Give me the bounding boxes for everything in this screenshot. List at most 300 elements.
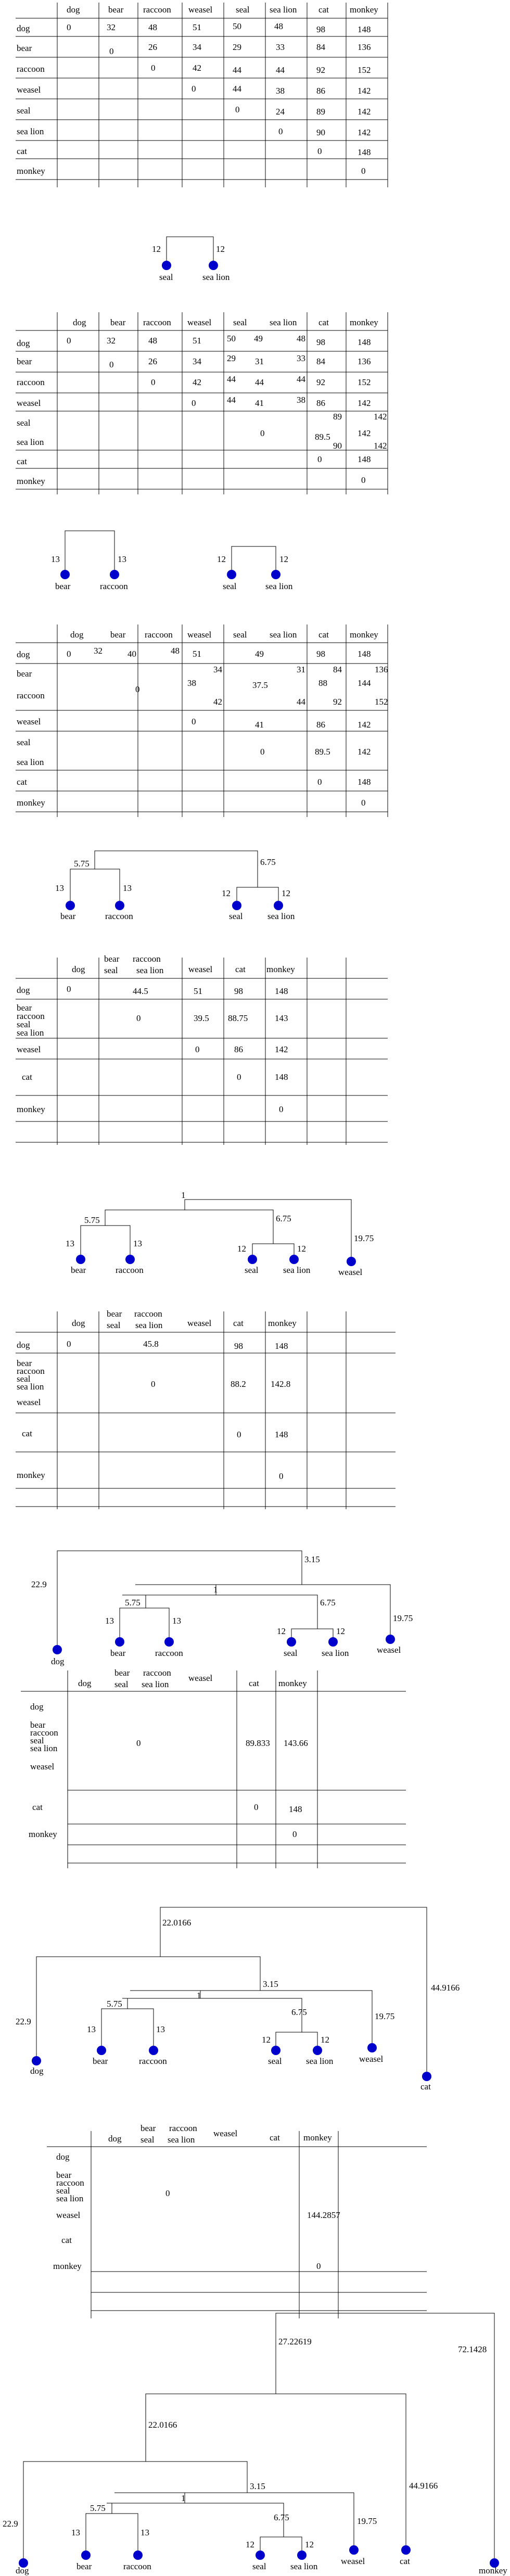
join-height: 27.22619 [278, 2337, 312, 2347]
grid-lines [16, 3, 427, 2318]
leaf-node [297, 2551, 307, 2560]
join-height: 6.75 [291, 2007, 307, 2017]
leaf-node [66, 901, 75, 910]
col-header: sea lion [142, 1679, 169, 1689]
matrix-cell: 148 [275, 1341, 288, 1351]
matrix-cell: 89.833 [246, 1738, 270, 1748]
branch-length: 13 [118, 554, 126, 564]
row-header: monkey [29, 1829, 57, 1839]
col-header: seal [114, 1679, 129, 1689]
join-height: 22.0166 [148, 2420, 177, 2430]
matrix-cell: 0 [361, 475, 366, 485]
matrix-cell: 50 [233, 21, 241, 31]
matrix-cell: 0 [260, 747, 265, 757]
matrix-cell: 33 [276, 42, 285, 52]
branch-length: 12 [262, 2035, 271, 2045]
branch-length: 13 [123, 883, 132, 893]
row-header: cat [17, 777, 27, 787]
branch-length: 12 [237, 1244, 246, 1254]
leaf-node [209, 261, 218, 270]
col-header: monkey [350, 630, 378, 640]
matrix-cell: 38 [297, 395, 305, 405]
leaf-node [149, 2046, 158, 2055]
table-7-distance-matrix [53, 2123, 340, 2271]
branch-length: 13 [51, 554, 60, 564]
leaf-node [227, 570, 236, 579]
col-header: bear [141, 2123, 156, 2133]
col-header: raccoon [143, 1668, 171, 1678]
leaf-node [248, 1255, 257, 1264]
matrix-cell: 0 [279, 1471, 284, 1481]
col-header: seal [233, 630, 247, 640]
leaf-node [287, 1637, 296, 1647]
leaf-node [164, 1637, 174, 1647]
col-header: seal [104, 965, 118, 975]
col-header: cat [318, 630, 329, 640]
leaf-node [422, 2072, 431, 2081]
row-header: sea lion [17, 1028, 44, 1038]
leaf-label: bear [110, 1648, 126, 1658]
col-header: monkey [266, 964, 295, 974]
leaf-label: dog [30, 2066, 44, 2076]
matrix-cell: 45.8 [143, 1339, 159, 1349]
matrix-cell: 142 [358, 747, 371, 757]
col-header: seal [107, 1320, 121, 1330]
branch-length: 13 [105, 1616, 114, 1626]
matrix-cell: 42 [193, 377, 201, 387]
matrix-cell: 148 [358, 337, 371, 347]
leaf-label: sea lion [283, 1265, 311, 1275]
matrix-cell: 144 [358, 678, 371, 688]
row-header: monkey [17, 166, 45, 176]
branch-length: 22.9 [16, 2017, 31, 2026]
join-height: 1 [181, 1190, 186, 1200]
matrix-cell: 148 [289, 1804, 302, 1814]
branch-length: 12 [297, 1244, 306, 1254]
row-header: weasel [30, 1762, 55, 1771]
branch-length: 13 [71, 2528, 80, 2537]
matrix-cell: 0 [279, 1104, 284, 1114]
matrix-cell: 40 [128, 649, 136, 659]
matrix-cell: 34 [213, 665, 222, 674]
branch-length: 12 [282, 888, 290, 898]
leaf-label: seal [229, 911, 243, 921]
matrix-cell: 148 [275, 1430, 288, 1439]
join-height: 5.75 [125, 1598, 141, 1608]
branch-length: 19.75 [354, 1233, 374, 1243]
matrix-cell: 143 [275, 1013, 288, 1023]
matrix-cell: 98 [316, 337, 325, 347]
matrix-cell: 144.2857 [307, 2210, 340, 2220]
branch-length: 12 [216, 244, 225, 254]
leaf-node [76, 1255, 85, 1264]
join-height: 5.75 [107, 1999, 122, 2009]
leaf-node [274, 901, 283, 910]
table-2-distance-matrix [17, 317, 387, 486]
matrix-cell: 0 [361, 166, 366, 176]
matrix-cell: 44 [233, 84, 241, 94]
row-header: dog [17, 985, 30, 995]
tree-7 [3, 2313, 507, 2575]
col-header: cat [270, 2133, 280, 2143]
matrix-cell: 29 [227, 353, 236, 363]
leaf-label: bear [71, 1265, 86, 1275]
branch-length: 22.9 [31, 1579, 47, 1589]
leaf-label: raccoon [123, 2561, 151, 2571]
branch-length: 19.75 [393, 1613, 413, 1623]
col-header: monkey [350, 317, 378, 327]
matrix-cell: 92 [333, 697, 342, 707]
leaf-label: raccoon [100, 581, 128, 591]
matrix-cell: 0 [361, 798, 366, 808]
col-header: sea lion [270, 317, 297, 327]
leaf-node [60, 570, 70, 579]
row-header: bear [17, 669, 32, 679]
matrix-cell: 0 [316, 2261, 321, 2271]
join-height: 5.75 [84, 1215, 100, 1225]
branch-length: 12 [305, 2540, 314, 2549]
matrix-cell: 86 [316, 720, 325, 730]
col-header: weasel [213, 2128, 238, 2138]
row-header: seal [17, 418, 31, 428]
join-height: 1 [197, 1991, 201, 2000]
matrix-cell: 92 [316, 377, 325, 387]
matrix-cell: 41 [255, 720, 264, 730]
col-header: weasel [187, 630, 212, 640]
matrix-cell: 148 [358, 454, 371, 464]
leaf-label: sea lion [202, 272, 230, 282]
leaf-node [328, 1637, 338, 1647]
row-header: weasel [17, 1044, 41, 1054]
row-header: bear [17, 356, 32, 366]
leaf-label: bear [93, 2056, 108, 2066]
branch-length: 19.75 [357, 2516, 377, 2526]
col-header: monkey [278, 1678, 307, 1688]
row-header: seal [17, 1374, 31, 1384]
row-header: seal [17, 106, 31, 116]
row-header: cat [32, 1802, 43, 1812]
row-header: dog [17, 1340, 30, 1350]
join-height: 5.75 [74, 859, 90, 869]
row-header: cat [22, 1072, 32, 1082]
col-header: raccoon [169, 2123, 197, 2133]
leaf-label: sea lion [265, 581, 293, 591]
matrix-cell: 0 [109, 360, 114, 369]
matrix-cell: 142 [358, 86, 371, 96]
matrix-cell: 0 [292, 1829, 297, 1839]
row-header: raccoon [17, 1366, 45, 1376]
row-header: monkey [17, 1104, 45, 1114]
join-height: 1 [181, 2493, 186, 2503]
matrix-cell: 0 [135, 684, 140, 694]
col-header: dog [72, 1318, 85, 1328]
row-header: cat [22, 1429, 32, 1438]
branch-length: 12 [277, 1626, 286, 1636]
leaf-node [349, 2545, 359, 2555]
row-header: sea lion [17, 437, 44, 447]
matrix-cell: 31 [297, 665, 305, 674]
matrix-cell: 143.66 [284, 1738, 308, 1748]
col-header: raccoon [134, 1309, 162, 1319]
matrix-cell: 0 [254, 1802, 259, 1812]
row-header: seal [17, 737, 31, 747]
leaf-node [133, 2551, 143, 2560]
row-header: dog [17, 649, 30, 659]
col-header: raccoon [145, 630, 173, 640]
col-header: cat [318, 5, 329, 15]
leaf-label: dog [16, 2566, 29, 2575]
leaf-node [81, 2551, 91, 2560]
branch-length: 13 [133, 1239, 142, 1248]
matrix-cell: 0 [278, 126, 283, 136]
matrix-cell: 41 [255, 398, 264, 408]
row-header: sea lion [17, 757, 44, 767]
tree-1 [152, 237, 230, 282]
branch-length: 13 [156, 2024, 165, 2034]
matrix-cell: 152 [375, 697, 388, 707]
leaf-label: cat [400, 2556, 410, 2566]
matrix-cell: 152 [358, 377, 371, 387]
matrix-cell: 0 [151, 1379, 156, 1389]
col-header: monkey [303, 2133, 332, 2143]
col-header: raccoon [133, 954, 161, 964]
matrix-cell: 0 [109, 46, 114, 56]
matrix-cell: 90 [316, 127, 325, 137]
matrix-cell: 152 [358, 65, 371, 75]
row-header: weasel [17, 398, 41, 408]
branch-length: 13 [172, 1616, 181, 1626]
matrix-cell: 0 [192, 717, 196, 726]
col-header: dog [108, 2134, 122, 2144]
table-4-distance-matrix [17, 954, 295, 1114]
col-header: cat [318, 317, 329, 327]
matrix-cell: 48 [171, 646, 180, 656]
tree-5 [31, 1551, 413, 1666]
matrix-cell: 44 [297, 697, 305, 707]
matrix-cell: 32 [107, 22, 116, 32]
branch-length: 13 [55, 883, 64, 893]
join-height: 22.0166 [162, 1918, 192, 1928]
matrix-cell: 86 [234, 1044, 243, 1054]
col-header: sea lion [270, 5, 297, 15]
leaf-label: raccoon [105, 911, 133, 921]
row-header: sea lion [17, 126, 44, 136]
join-height: 3.15 [263, 1979, 278, 1989]
branch-length: 12 [321, 2035, 329, 2045]
matrix-cell: 51 [194, 986, 202, 996]
join-height: 6.75 [320, 1598, 336, 1608]
matrix-cell: 148 [275, 1072, 288, 1082]
matrix-cell: 44 [255, 377, 264, 387]
col-header: bear [107, 1309, 122, 1319]
leaf-label: bear [76, 2561, 92, 2571]
leaf-label: seal [252, 2561, 266, 2571]
col-header: sea lion [168, 2135, 195, 2145]
matrix-cell: 142 [358, 107, 371, 117]
tree-3 [55, 851, 295, 921]
col-header: bear [114, 1668, 130, 1678]
leaf-label: seal [268, 2056, 282, 2066]
row-header: sea lion [17, 1382, 44, 1392]
leaf-node [232, 901, 241, 910]
leaf-node [162, 261, 171, 270]
matrix-cell: 98 [316, 24, 325, 34]
matrix-cell: 44.5 [133, 986, 148, 996]
matrix-cell: 86 [316, 398, 325, 408]
matrix-cell: 136 [358, 42, 371, 52]
tree-6 [16, 1907, 460, 2092]
col-header: dog [67, 5, 80, 15]
leaf-label: sea lion [306, 2056, 334, 2066]
matrix-cell: 0 [237, 1430, 241, 1439]
col-header: bear [110, 630, 126, 640]
leaf-node [115, 901, 124, 910]
row-header: weasel [17, 717, 41, 726]
col-header: sea lion [270, 630, 297, 640]
matrix-cell: 142 [358, 398, 371, 408]
matrix-cell: 88.2 [231, 1379, 246, 1389]
row-header: bear [17, 43, 32, 53]
leaf-node [289, 1255, 299, 1264]
row-header: raccoon [17, 377, 45, 387]
row-header: bear [17, 1003, 32, 1013]
matrix-cell: 90 [333, 441, 342, 451]
matrix-cell: 0 [192, 398, 196, 408]
matrix-cell: 88.75 [228, 1013, 248, 1023]
leaf-node [256, 2551, 265, 2560]
matrix-cell: 26 [148, 356, 157, 366]
col-header: weasel [188, 964, 213, 974]
leaf-node [367, 2043, 377, 2052]
matrix-cell: 0 [67, 22, 71, 32]
col-header: cat [235, 964, 246, 974]
row-header: raccoon [30, 1728, 58, 1738]
row-header: raccoon [17, 691, 45, 700]
col-header: monkey [350, 5, 378, 15]
row-header: dog [17, 338, 30, 348]
matrix-cell: 0 [151, 377, 156, 387]
matrix-cell: 0 [317, 454, 322, 464]
matrix-cell: 0 [67, 649, 71, 659]
row-header: monkey [53, 2261, 82, 2271]
col-header: bear [104, 954, 120, 964]
col-header: dog [73, 317, 86, 327]
matrix-cell: 42 [213, 697, 222, 707]
join-height: 3.15 [304, 1554, 320, 1564]
matrix-cell: 49 [254, 334, 263, 343]
col-header: bear [108, 5, 124, 15]
leaf-label: seal [284, 1648, 298, 1658]
col-header: raccoon [143, 317, 171, 327]
row-header: bear [17, 1358, 32, 1368]
row-header: cat [17, 456, 27, 466]
matrix-cell: 48 [274, 21, 283, 31]
matrix-cell: 0 [151, 63, 156, 73]
matrix-cell: 0 [192, 84, 196, 94]
matrix-cell: 48 [148, 22, 157, 32]
leaf-label: monkey [479, 2566, 507, 2575]
matrix-cell: 0 [136, 1013, 141, 1023]
matrix-cell: 84 [316, 356, 325, 366]
matrix-cell: 39.5 [194, 1013, 209, 1023]
branch-length: 12 [217, 554, 226, 564]
row-header: seal [17, 1019, 31, 1029]
matrix-cell: 34 [193, 42, 201, 52]
table-6-distance-matrix [29, 1668, 308, 1839]
leaf-node [271, 570, 280, 579]
leaf-label: raccoon [116, 1265, 144, 1275]
matrix-cell: 148 [358, 24, 371, 34]
leaf-node [386, 1635, 395, 1644]
leaf-label: raccoon [155, 1648, 183, 1658]
leaf-label: seal [245, 1265, 259, 1275]
matrix-cell: 24 [276, 107, 285, 117]
leaf-node [313, 2046, 322, 2055]
leaf-label: sea lion [322, 1648, 349, 1658]
matrix-cell: 37.5 [252, 680, 268, 690]
matrix-cell: 84 [333, 665, 342, 674]
join-height: 5.75 [90, 2503, 106, 2513]
matrix-cell: 42 [193, 63, 201, 73]
table-3-distance-matrix [17, 630, 388, 808]
col-header: dog [72, 964, 85, 974]
row-header: monkey [17, 1470, 45, 1480]
join-height: 3.15 [250, 2481, 265, 2491]
row-header: seal [56, 2186, 70, 2196]
matrix-cell: 51 [193, 336, 201, 346]
matrix-cell: 0 [237, 1072, 241, 1082]
matrix-cell: 98 [316, 649, 325, 659]
leaf-label: weasel [341, 2556, 365, 2566]
row-header: monkey [17, 798, 45, 808]
matrix-cell: 44 [227, 395, 236, 405]
branch-length: 13 [141, 2528, 149, 2537]
row-header: weasel [17, 85, 41, 95]
leaf-label: seal [223, 581, 237, 591]
row-header: dog [30, 1702, 44, 1712]
branch-length: 13 [66, 1239, 74, 1248]
matrix-cell: 0 [317, 777, 322, 787]
row-header: raccoon [17, 64, 45, 74]
matrix-cell: 98 [234, 986, 243, 996]
matrix-cell: 0 [165, 2188, 170, 2198]
matrix-cell: 0 [136, 1738, 141, 1748]
matrix-cell: 44 [297, 374, 305, 384]
leaf-label: weasel [338, 1267, 363, 1277]
matrix-cell: 32 [94, 646, 103, 656]
branch-length: 44.9166 [409, 2481, 438, 2491]
col-header: weasel [188, 5, 213, 15]
branch-length: 44.9166 [431, 1983, 460, 1993]
col-header: dog [78, 1678, 92, 1688]
matrix-cell: 148 [358, 777, 371, 787]
matrix-cell: 44 [276, 65, 285, 75]
matrix-cell: 51 [193, 22, 201, 32]
matrix-cell: 92 [316, 65, 325, 75]
matrix-cell: 142 [275, 1044, 288, 1054]
matrix-cell: 0 [67, 1339, 71, 1349]
row-header: raccoon [56, 2178, 84, 2188]
matrix-cell: 89.5 [315, 432, 330, 442]
branch-length: 12 [152, 244, 161, 254]
col-header: weasel [188, 1673, 213, 1683]
matrix-cell: 89 [333, 412, 342, 422]
matrix-cell: 38 [276, 86, 285, 96]
row-header: weasel [56, 2210, 81, 2220]
table-1-distance-matrix [17, 5, 378, 176]
leaf-node [110, 570, 119, 579]
branch-length: 72.1428 [458, 2344, 487, 2354]
